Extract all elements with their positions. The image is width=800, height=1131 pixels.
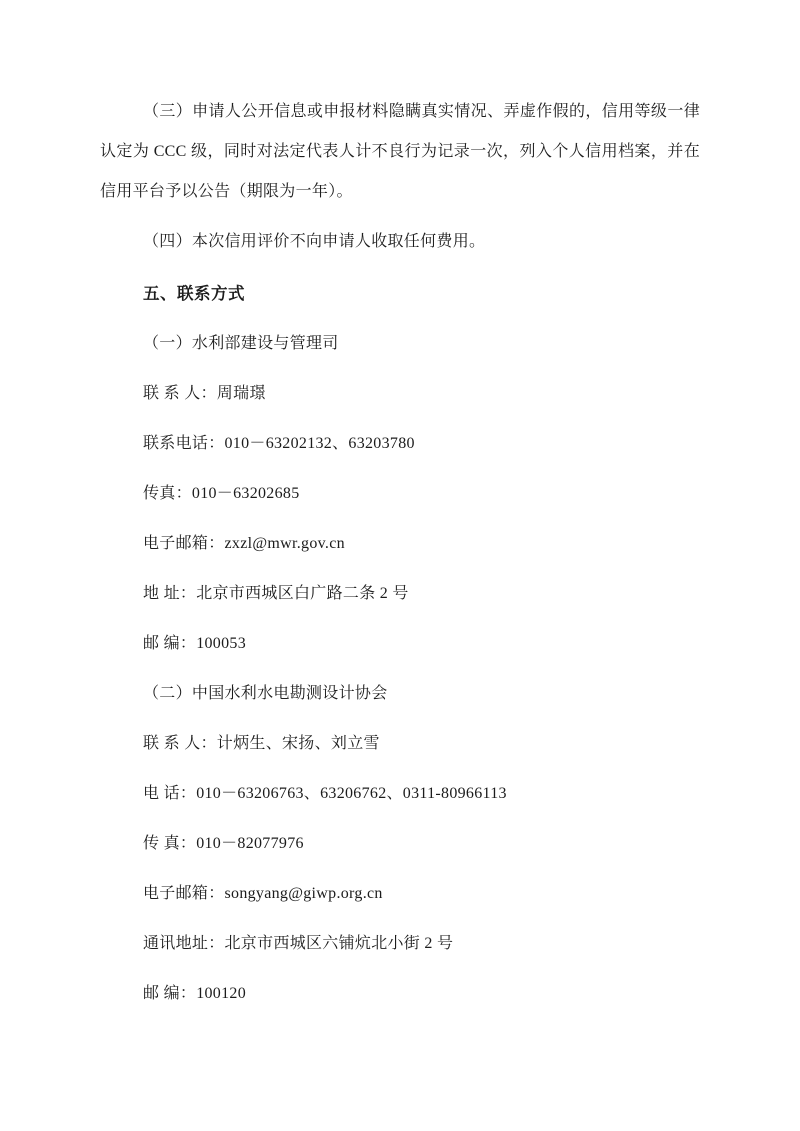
paragraph-item-3: （三）申请人公开信息或申报材料隐瞒真实情况、弄虚作假的，信用等级一律认定为 CCC 级，同时对法定代表人计不良行为记录一次，列入个人信用档案，并在信用平台予以公告（期限为一年）。	[100, 103, 700, 200]
fax-line: 传 真：010－82077976	[143, 835, 304, 852]
email-line: 电子邮箱：zxzl@mwr.gov.cn	[143, 535, 345, 552]
fax-line: 传真：010－63202685	[143, 485, 300, 502]
postcode-line: 邮 编：100120	[143, 985, 246, 1002]
subsection-title-mwr-dept: （一）水利部建设与管理司	[143, 335, 339, 352]
contact-phone-line: 联系电话：010－63202132、63203780	[143, 435, 415, 452]
address-line: 地 址：北京市西城区白广路二条 2 号	[143, 585, 409, 602]
contact-phone-line: 电 话：010－63206763、63206762、0311-80966113	[143, 785, 507, 802]
postcode-line: 邮 编：100053	[143, 635, 246, 652]
contact-person-line: 联 系 人：周瑞璟	[143, 385, 266, 402]
mailing-address-line: 通讯地址：北京市西城区六铺炕北小街 2 号	[143, 935, 454, 952]
paragraph-item-4: （四）本次信用评价不向申请人收取任何费用。	[143, 233, 486, 250]
contact-person-line: 联 系 人：计炳生、宋扬、刘立雪	[143, 735, 380, 752]
subsection-title-design-association: （二）中国水利水电勘测设计协会	[143, 685, 388, 702]
email-line: 电子邮箱：songyang@giwp.org.cn	[143, 885, 383, 902]
section-heading-contact-info: 五、联系方式	[143, 284, 245, 303]
